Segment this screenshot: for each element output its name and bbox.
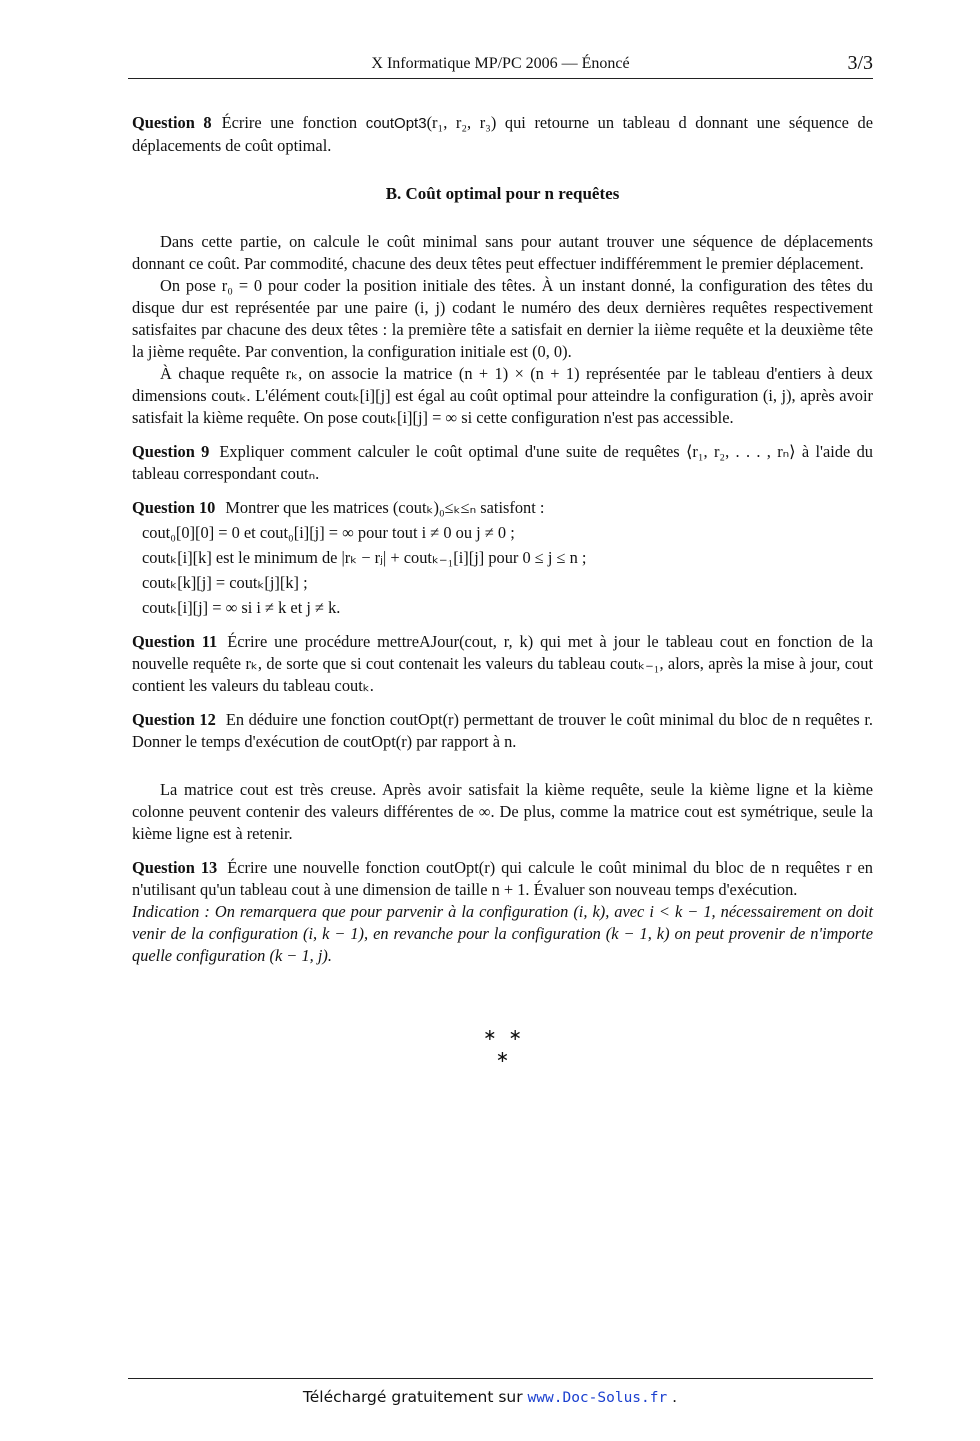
question-label: Question 8 bbox=[132, 113, 212, 132]
question-text: Montrer que les matrices (coutₖ)₀≤ₖ≤ₙ satisfont : bbox=[225, 498, 545, 517]
question-11 bbox=[132, 631, 873, 697]
question-text: Expliquer comment calculer le coût optimal d'une suite de requêtes ⟨r₁, r₂, . . . , rₙ⟩ à l'aide du tableau correspondant coutₙ. bbox=[132, 442, 873, 483]
list-item: coutₖ[i][k] est le minimum de |rₖ − rⱼ| + coutₖ₋₁[i][j] pour 0 ≤ j ≤ n ; bbox=[142, 548, 587, 567]
page-content bbox=[132, 112, 873, 1069]
page-number: 3/3 bbox=[847, 52, 873, 74]
question-label: Question 13 bbox=[132, 858, 218, 877]
conditions-list bbox=[132, 522, 873, 619]
question-10 bbox=[132, 497, 873, 619]
list-item: coutₖ[i][j] = ∞ si i ≠ k et j ≠ k. bbox=[142, 598, 341, 617]
footer-end: . bbox=[667, 1388, 678, 1406]
question-label: Question 10 bbox=[132, 498, 216, 517]
footer-link[interactable]: www.Doc-Solus.fr bbox=[527, 1390, 668, 1406]
stars-bottom: ∗ bbox=[495, 1049, 510, 1066]
function-args: (r₁, r₂, r₃) bbox=[426, 113, 497, 132]
question-text: Écrire une procédure mettreAJour(cout, r, k) qui met à jour le tableau cout en fonction de la nouvelle requête rₖ, de sorte que si cout contenait les valeurs du tableau coutₖ₋₁, alors, après la mise à jour, cout contient les valeurs du tableau coutₖ. bbox=[132, 632, 873, 695]
question-9 bbox=[132, 441, 873, 485]
footer-text: Téléchargé gratuitement sur bbox=[302, 1388, 528, 1406]
question-label: Question 11 bbox=[132, 632, 218, 651]
indication: Indication : On remarquera que pour parvenir à la configuration (i, k), avec i < k − 1, nécessairement on doit venir de la configuration (i, k − 1), en revanche pour la configuration (k − 1, k) on peut provenir de n'importe quelle configuration (k − 1, j). bbox=[132, 902, 873, 965]
question-label: Question 12 bbox=[132, 710, 216, 729]
end-stars bbox=[132, 1025, 873, 1069]
paragraph-4: La matrice cout est très creuse. Après avoir satisfait la kième requête, seule la kième ligne et la kième colonne peuvent contenir des valeurs différentes de ∞. De plus, comme la matrice cout est symétrique, seule la kième ligne est à retenir. bbox=[132, 780, 873, 843]
question-text: Écrire une fonction bbox=[221, 113, 366, 132]
section-title: B. Coût optimal pour n requêtes bbox=[385, 184, 620, 203]
question-13 bbox=[132, 857, 873, 901]
list-item: coutₖ[k][j] = coutₖ[j][k] ; bbox=[142, 573, 308, 592]
question-12 bbox=[132, 709, 873, 753]
question-text: Écrire une nouvelle fonction coutOpt(r) qui calcule le coût minimal du bloc de n requêtes r en n'utilisant qu'un tableau cout à une dimension de taille n + 1. Évaluer son nouveau temps d'exécution. bbox=[132, 858, 873, 899]
list-item: cout₀[0][0] = 0 et cout₀[i][j] = ∞ pour tout i ≠ 0 ou j ≠ 0 ; bbox=[142, 523, 515, 542]
question-text-end: qui retourne un tableau d donnant une séquence de déplacements de coût optimal. bbox=[132, 113, 873, 155]
stars-top: ∗ ∗ bbox=[483, 1027, 522, 1044]
paragraph-2: On pose r₀ = 0 pour coder la position initiale des têtes. À un instant donné, la configuration des têtes du disque dur est représentée par une paire (i, j) codant le numéro des deux dernières requêtes respectivement satisfaites par chacune des deux têtes : la première tête a satisfait en dernier la iième requête et la deuxième tête la jième requête. Par convention, la configuration initiale est (0, 0). bbox=[132, 276, 873, 361]
question-8 bbox=[132, 112, 873, 157]
question-label: Question 9 bbox=[132, 442, 210, 461]
question-text: En déduire une fonction coutOpt(r) permettant de trouver le coût minimal du bloc de n requêtes r. Donner le temps d'exécution de coutOpt(r) par rapport à n. bbox=[132, 710, 873, 751]
footer-divider bbox=[128, 1378, 873, 1379]
function-name: coutOpt3 bbox=[365, 115, 427, 132]
page-header bbox=[128, 52, 873, 79]
header-title: X Informatique MP/PC 2006 — Énoncé bbox=[371, 55, 630, 72]
page-footer bbox=[0, 1388, 980, 1406]
paragraph-1: Dans cette partie, on calcule le coût minimal sans pour autant trouver une séquence de déplacements donnant ce coût. Par commodité, chacune des deux têtes peut effectuer indifféremment le premier déplacement. bbox=[132, 232, 873, 273]
paragraph-3: À chaque requête rₖ, on associe la matrice (n + 1) × (n + 1) représentée par le tableau d'entiers à deux dimensions coutₖ. L'élément coutₖ[i][j] est égal au coût optimal pour atteindre la configuration (i, j), après avoir satisfait la kième requête. On pose coutₖ[i][j] = ∞ si cette configuration n'est pas accessible. bbox=[132, 364, 873, 427]
